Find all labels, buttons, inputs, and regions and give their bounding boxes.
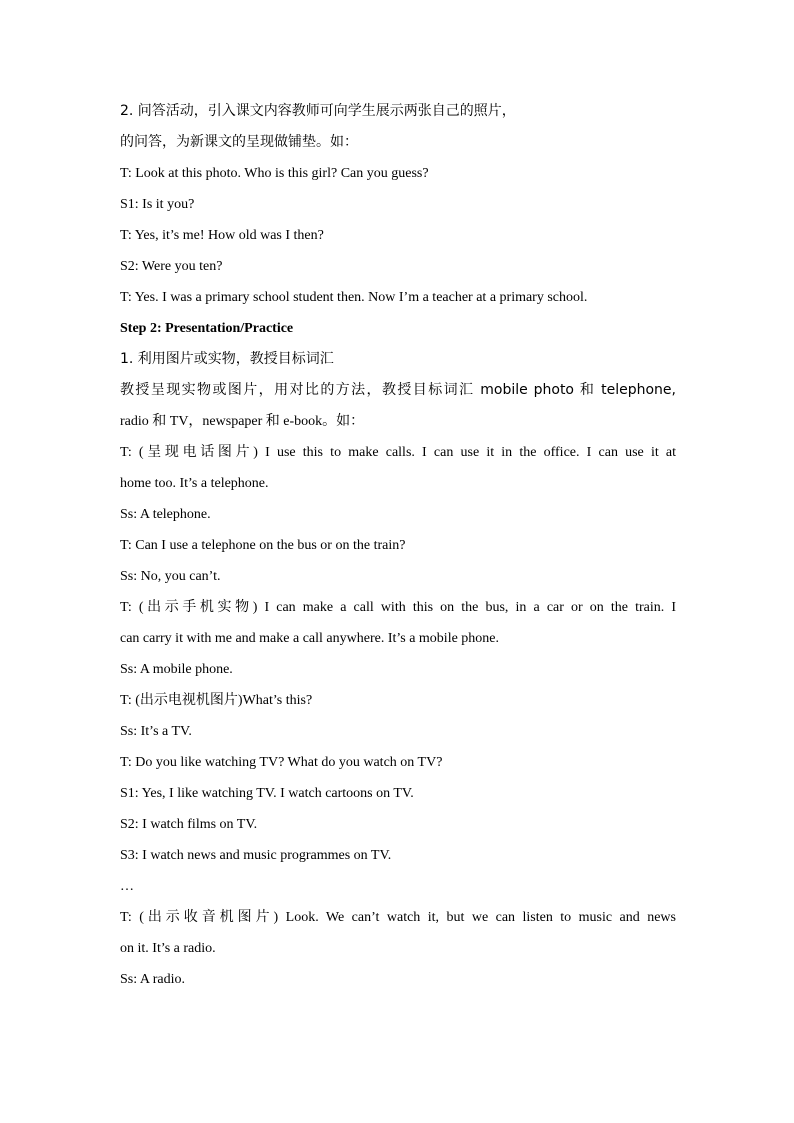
text-line: 的问答，为新课文的呈现做铺垫。如：: [120, 134, 358, 150]
text-line: home too. It’s a telephone.: [120, 476, 269, 491]
text-line: T: (出示手机实物) I can make a call with this on the bus, in a car or on the train. I: [120, 600, 676, 615]
text-line: S1: Is it you?: [120, 197, 195, 212]
text-line: T: Yes. I was a primary school student then. Now I’m a teacher at a primary school.: [120, 290, 588, 305]
text-line: T: (出示收音机图片) Look. We can’t watch it, but we can listen to music and news: [120, 910, 676, 925]
text-line: on it. It’s a radio.: [120, 941, 216, 956]
text-line: S1: Yes, I like watching TV. I watch cartoons on TV.: [120, 786, 414, 801]
text-line: Ss: No, you can’t.: [120, 569, 221, 584]
text-line: 1. 利用图片或实物，教授目标词汇: [120, 351, 334, 367]
text-line: …: [120, 879, 134, 894]
text-line: T: Yes, it’s me! How old was I then?: [120, 228, 324, 243]
text-line: S3: I watch news and music programmes on TV.: [120, 848, 392, 863]
text-line: can carry it with me and make a call anywhere. It’s a mobile phone.: [120, 631, 500, 646]
text-line: radio 和 TV，newspaper 和 e-book。如：: [120, 414, 365, 429]
text-line: T: (出示电视机图片)What’s this?: [120, 693, 313, 708]
text-line: 2. 问答活动，引入课文内容教师可向学生展示两张自己的照片，: [120, 103, 516, 119]
text-line: T: Can I use a telephone on the bus or on the train?: [120, 538, 406, 553]
text-line: 教授呈现实物或图片，用对比的方法，教授目标词汇 mobile photo 和 telephone,: [120, 382, 676, 398]
text-line: T: (呈现电话图片) I use this to make calls. I can use it in the office. I can use it at: [120, 445, 676, 460]
document-body: [120, 96, 676, 995]
text-line: Ss: A mobile phone.: [120, 662, 233, 677]
text-line: S2: I watch films on TV.: [120, 817, 258, 832]
text-line: Ss: A telephone.: [120, 507, 211, 522]
text-line: Ss: A radio.: [120, 972, 185, 987]
section-heading: Step 2: Presentation/Practice: [120, 321, 294, 336]
text-line: T: Look at this photo. Who is this girl? Can you guess?: [120, 166, 429, 181]
text-line: T: Do you like watching TV? What do you watch on TV?: [120, 755, 443, 770]
text-line: S2: Were you ten?: [120, 259, 223, 274]
text-line: Ss: It’s a TV.: [120, 724, 192, 739]
